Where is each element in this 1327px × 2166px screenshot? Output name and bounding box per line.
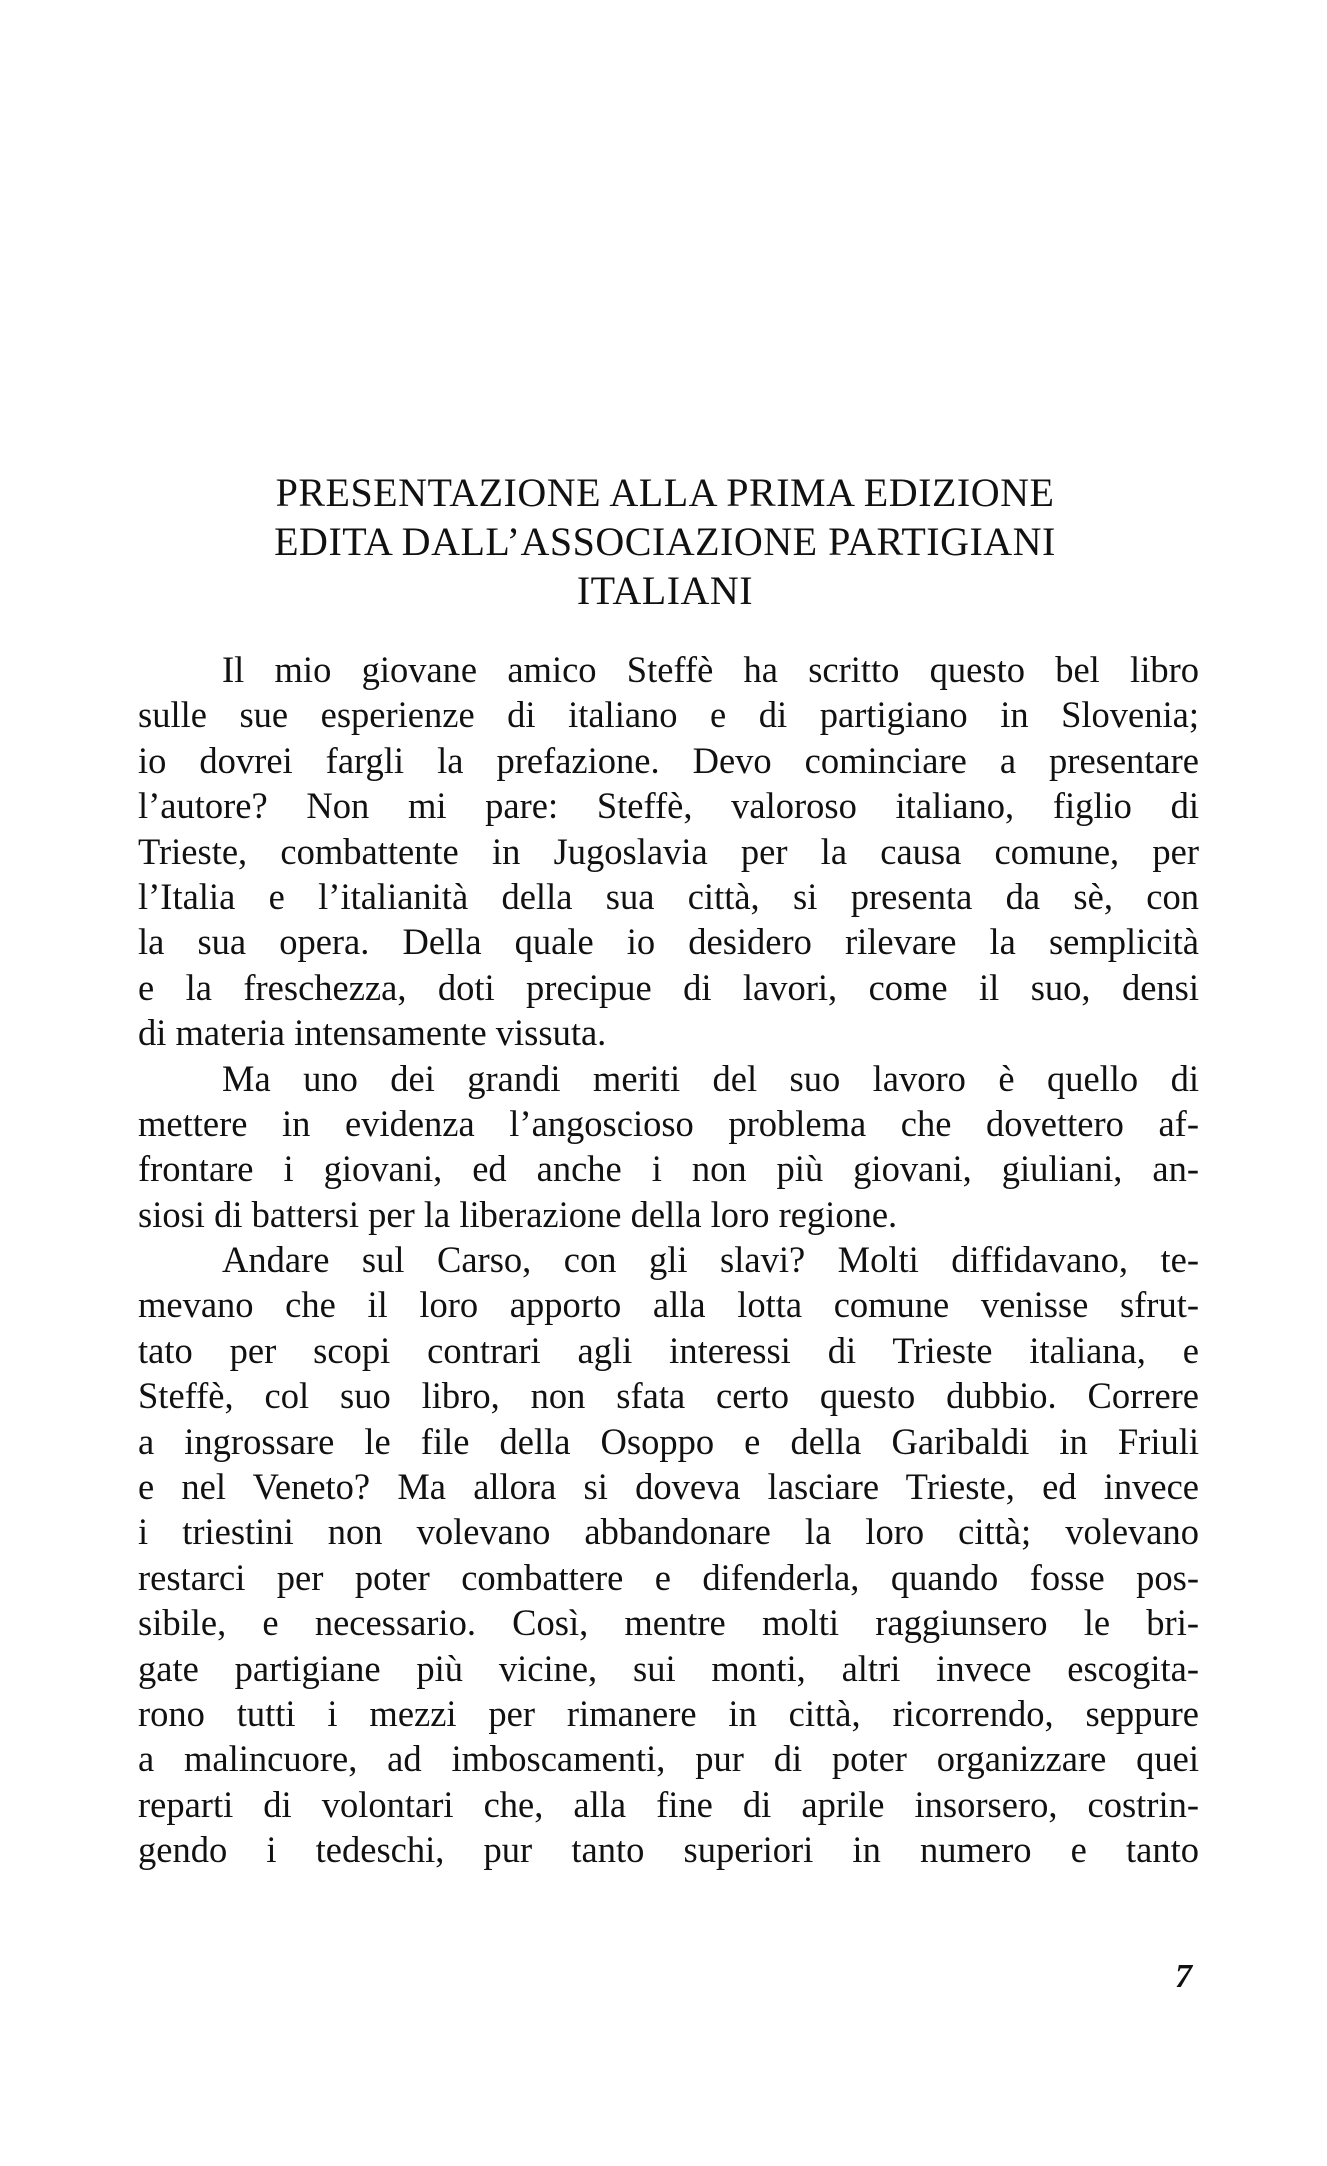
text-line: Ma uno dei grandi meriti del suo lavoro è quello di: [222, 1057, 1199, 1099]
text-line: siosi di battersi per la liberazione della loro regione.: [138, 1193, 898, 1235]
text-line: l’autore? Non mi pare: Steffè, valoroso italiano, figlio di: [138, 785, 1199, 827]
paragraph: [138, 1237, 1199, 1872]
chapter-title-line: PRESENTAZIONE ALLA PRIMA EDIZIONE: [275, 470, 1055, 515]
text-line: tato per scopi contrari agli interessi di Trieste italiana, e: [138, 1329, 1199, 1371]
text-line: gendo i tedeschi, pur tanto superiori in numero e tanto: [138, 1829, 1199, 1871]
text-line: gate partigiane più vicine, sui monti, altri invece escogita-: [138, 1647, 1199, 1689]
body-text: [138, 647, 1199, 1873]
paragraph: [138, 647, 1199, 1056]
text-line: mettere in evidenza l’angoscioso problema che dovettero af-: [138, 1102, 1199, 1144]
text-line: io dovrei fargli la prefazione. Devo cominciare a presentare: [138, 739, 1199, 781]
text-line: sulle sue esperienze di italiano e di partigiano in Slovenia;: [138, 694, 1199, 736]
text-line: i triestini non volevano abbandonare la loro città; volevano: [138, 1511, 1199, 1553]
text-line: Trieste, combattente in Jugoslavia per la causa comune, per: [138, 830, 1199, 872]
text-line: Steffè, col suo libro, non sfata certo questo dubbio. Correre: [138, 1375, 1199, 1417]
text-line: l’Italia e l’italianità della sua città, si presenta da sè, con: [138, 875, 1199, 917]
text-line: a ingrossare le file della Osoppo e della Garibaldi in Friuli: [138, 1420, 1199, 1462]
text-line: la sua opera. Della quale io desidero rilevare la semplicità: [138, 921, 1199, 963]
text-line: mevano che il loro apporto alla lotta comune venisse sfrut-: [138, 1284, 1199, 1326]
paragraph: [138, 1056, 1199, 1238]
chapter-title: [190, 468, 1140, 615]
chapter-title-line: EDITA DALL’ASSOCIAZIONE PARTIGIANI: [274, 519, 1056, 564]
text-line: frontare i giovani, ed anche i non più giovani, giuliani, an-: [138, 1148, 1199, 1190]
text-line: Andare sul Carso, con gli slavi? Molti diffidavano, te-: [222, 1239, 1199, 1281]
text-line: Il mio giovane amico Steffè ha scritto questo bel libro: [222, 649, 1199, 690]
text-line: a malincuore, ad imboscamenti, pur di poter organizzare quei: [138, 1738, 1199, 1780]
text-line: restarci per poter combattere e difenderla, quando fosse pos-: [138, 1556, 1199, 1598]
text-line: rono tutti i mezzi per rimanere in città, ricorrendo, seppure: [138, 1692, 1199, 1734]
page-number: 7: [1175, 1958, 1192, 1995]
text-line: e la freschezza, doti precipue di lavori, come il suo, densi: [138, 966, 1199, 1008]
text-line: sibile, e necessario. Così, mentre molti raggiunsero le bri-: [138, 1602, 1199, 1644]
text-line: e nel Veneto? Ma allora si doveva lasciare Trieste, ed invece: [138, 1466, 1199, 1508]
chapter-title-line: ITALIANI: [576, 568, 754, 613]
text-line: di materia intensamente vissuta.: [138, 1012, 607, 1054]
text-line: reparti di volontari che, alla fine di aprile insorsero, costrin-: [138, 1783, 1199, 1825]
